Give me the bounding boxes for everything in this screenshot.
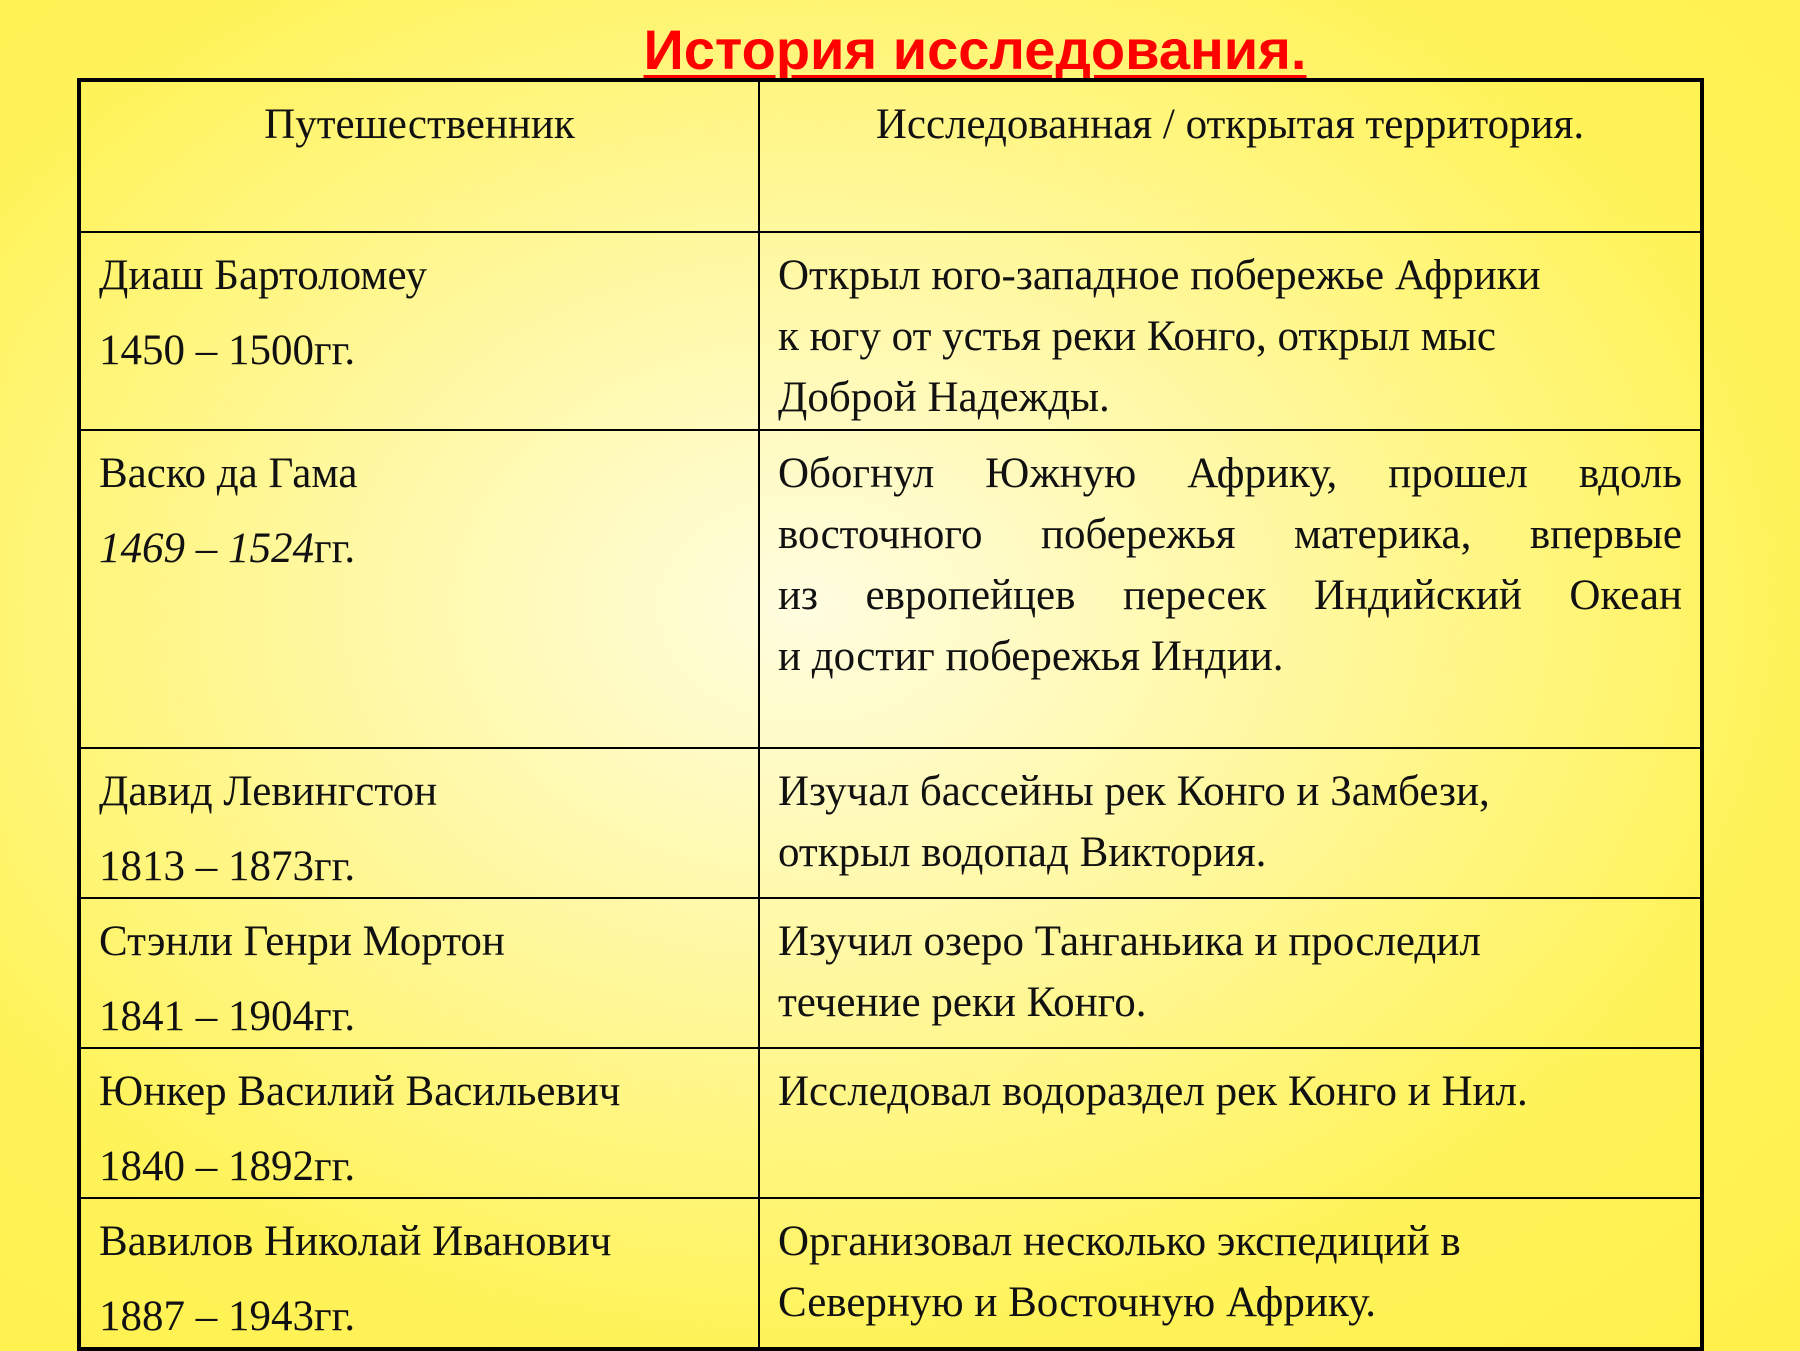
territory-line: Исследовал водораздел рек Конго и Нил. bbox=[778, 1068, 1528, 1116]
traveler-years: 1840 – 1892гг. bbox=[99, 1143, 356, 1191]
territory-cell bbox=[759, 1198, 1702, 1349]
explorers-table bbox=[77, 78, 1704, 1351]
territory-cell bbox=[759, 898, 1702, 1048]
traveler-cell bbox=[79, 748, 759, 898]
traveler-cell bbox=[79, 430, 759, 748]
territory-cell bbox=[759, 1048, 1702, 1198]
traveler-years: 1887 – 1943гг. bbox=[99, 1293, 356, 1341]
header-territory: Исследованная / открытая территория. bbox=[759, 80, 1702, 232]
territory-line: течение реки Конго. bbox=[778, 979, 1147, 1027]
table-row bbox=[79, 748, 1702, 898]
territory-line: Организовал несколько экспедиций в bbox=[778, 1218, 1461, 1266]
territory-line: Изучал бассейны рек Конго и Замбези, bbox=[778, 768, 1490, 815]
territory-line: Открыл юго-западное побережье Африки bbox=[778, 252, 1541, 299]
table-row bbox=[79, 1048, 1702, 1198]
territory-line: из европейцев пересек Индийский Океан bbox=[778, 572, 1682, 620]
territory-line: открыл водопад Виктория. bbox=[778, 829, 1267, 877]
traveler-name: Стэнли Генри Мортон bbox=[99, 918, 505, 966]
territory-line: Северную и Восточную Африку. bbox=[778, 1279, 1377, 1327]
traveler-years: 1813 – 1873гг. bbox=[99, 843, 356, 891]
traveler-name: Юнкер Василий Васильевич bbox=[99, 1068, 621, 1116]
traveler-years: 1841 – 1904гг. bbox=[99, 993, 356, 1041]
traveler-years bbox=[99, 518, 740, 579]
traveler-name: Диаш Бартоломеу bbox=[99, 252, 428, 299]
territory-line: Изучил озеро Танганьика и проследил bbox=[778, 918, 1481, 966]
traveler-years: 1450 – 1500гг. bbox=[99, 327, 356, 375]
territory-cell bbox=[759, 430, 1702, 748]
traveler-cell bbox=[79, 1048, 759, 1198]
table-row bbox=[79, 232, 1702, 430]
table-row bbox=[79, 898, 1702, 1048]
slide-title-container bbox=[0, 14, 1800, 84]
traveler-name: Давид Левингстон bbox=[99, 768, 438, 815]
traveler-cell bbox=[79, 232, 759, 430]
traveler-name: Васко да Гама bbox=[99, 450, 358, 497]
slide-title: История исследования. bbox=[643, 17, 1307, 81]
traveler-cell bbox=[79, 1198, 759, 1349]
table-header-row bbox=[79, 80, 1702, 232]
traveler-cell bbox=[79, 898, 759, 1048]
territory-line: Обогнул Южную Африку, прошел вдоль bbox=[778, 450, 1682, 497]
traveler-years-suffix: гг. bbox=[314, 525, 356, 573]
table-row bbox=[79, 1198, 1702, 1349]
traveler-years-italic: 1469 – 1524 bbox=[99, 525, 314, 573]
header-traveler: Путешественник bbox=[79, 80, 759, 232]
table-row bbox=[79, 430, 1702, 748]
territory-line: к югу от устья реки Конго, открыл мыс bbox=[778, 313, 1496, 361]
traveler-name: Вавилов Николай Иванович bbox=[99, 1218, 612, 1266]
territory-cell bbox=[759, 232, 1702, 430]
territory-cell bbox=[759, 748, 1702, 898]
territory-line: и достиг побережья Индии. bbox=[778, 633, 1284, 681]
territory-line: Доброй Надежды. bbox=[778, 374, 1110, 422]
territory-line: восточного побережья материка, впервые bbox=[778, 511, 1682, 559]
